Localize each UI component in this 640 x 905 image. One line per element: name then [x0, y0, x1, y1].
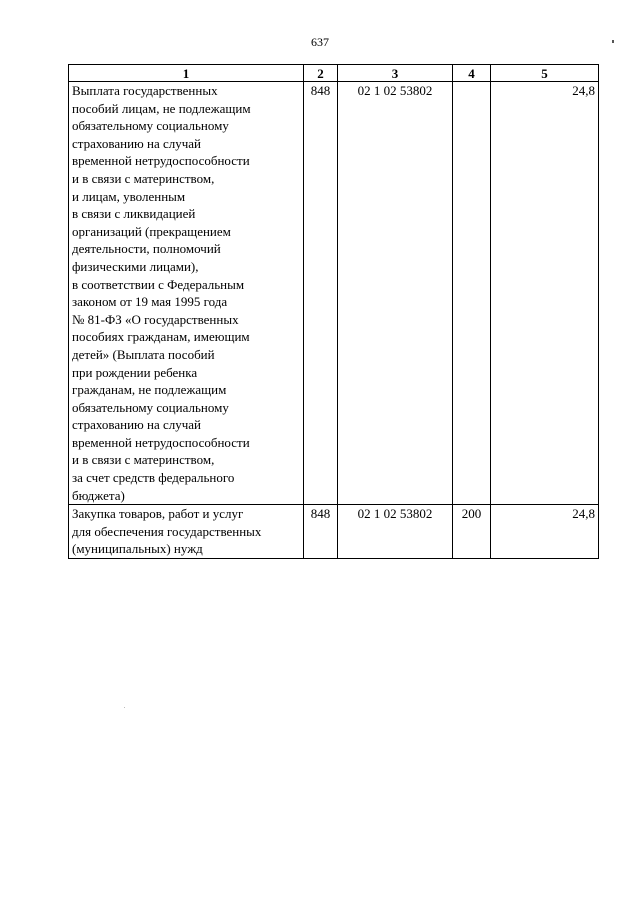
column-header-2: 2: [304, 65, 338, 82]
column-header-1: 1: [69, 65, 304, 82]
table-row: [69, 82, 599, 505]
row-ministry-code: 848: [304, 505, 338, 559]
column-header-4: 4: [453, 65, 491, 82]
row-expense-type: 200: [453, 505, 491, 559]
row-expense-type: [453, 82, 491, 505]
scan-speck: [124, 707, 125, 708]
row-amount: 24,8: [491, 82, 599, 505]
table-header-row: [69, 65, 599, 82]
row-target-code: 02 1 02 53802: [338, 82, 453, 505]
budget-table: [68, 64, 599, 559]
row-ministry-code: 848: [304, 82, 338, 505]
column-header-5: 5: [491, 65, 599, 82]
table-row: [69, 505, 599, 559]
scan-speck: [612, 40, 614, 43]
row-amount: 24,8: [491, 505, 599, 559]
row-description: Закупка товаров, работ и услуг для обеспечения государственных (муниципальных) нужд: [69, 505, 304, 559]
row-target-code: 02 1 02 53802: [338, 505, 453, 559]
row-description: Выплата государственных пособий лицам, не подлежащим обязательному социальному страхованию на случай временной нетрудоспособности и в связи с материнством, и лицам, уволенным в связи с ликвидацией организаций (прекращением деятельности, полномочий физическими лицами), в соответствии с Федеральным законом от 19 мая 1995 года № 81-ФЗ «О государственных пособиях гражданам, имеющим детей» (Выплата пособий при рождении ребенка гражданам, не подлежащим обязательному социальному страхованию на случай временной нетрудоспособности и в связи с материнством, за счет средств федерального бюджета): [69, 82, 304, 505]
page-number: 637: [311, 35, 329, 49]
column-header-3: 3: [338, 65, 453, 82]
